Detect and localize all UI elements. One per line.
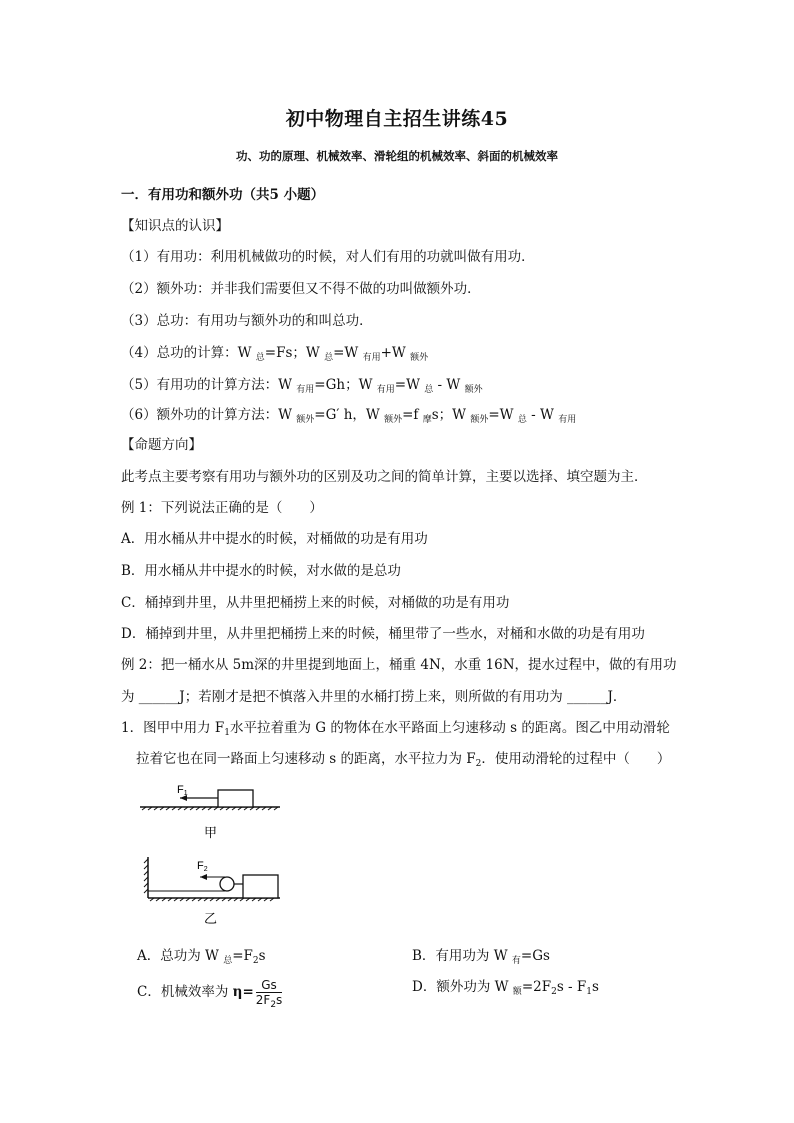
force-label: F1 xyxy=(177,784,188,797)
question-1-option-b: B．有用功为 W $_有$=Gs xyxy=(412,948,550,966)
question-1-option-c: C．机械效率为 η= $\frac{Gs}{2F_2s}$ xyxy=(137,978,283,1010)
page-title: 初中物理自主招生讲练45 xyxy=(285,108,509,130)
arrow-head xyxy=(200,874,207,880)
section-heading: 一．有用功和额外功（共5 小题） xyxy=(121,187,325,203)
example-1-option-d: D．桶掉到井里，从井里把桶捞上来的时候，桶里带了一些水，对桶和水做的功是有用功 xyxy=(121,626,645,642)
knowledge-header: 【知识点的认识】 xyxy=(121,218,229,234)
knowledge-item-2: （2）额外功：并非我们需要但又不得不做的功叫做额外功． xyxy=(121,281,481,297)
example-2-line-1: 例 2：把一桶水从 5m深的井里提到地面上，桶重 4N，水重 16N，提水过程中，做的有用功 xyxy=(121,657,677,673)
knowledge-item-1: （1）有用功：利用机械做功的时候，对人们有用的功就叫做有用功． xyxy=(121,249,535,265)
pulley xyxy=(220,877,234,891)
example-2-line-2: 为 ______J；若刚才是把不慎落入井里的水桶打捞上来，则所做的有用功为 ______J． xyxy=(121,689,627,705)
page-subtitle: 功、功的原理、机械效率、滑轮组的机械效率、斜面的机械效率 xyxy=(236,149,558,163)
knowledge-item-3: （3）总功：有用功与额外功的和叫总功． xyxy=(121,313,373,329)
diagram-jia xyxy=(140,782,300,842)
example-1-option-a: A．用水桶从井中提水的时候，对桶做的功是有用功 xyxy=(121,531,428,547)
question-1-option-a: A．总功为 W $_总=F_2s$ xyxy=(137,948,266,966)
question-1-option-d: D．额外功为 W $_额=2F_2s - F_1s$ xyxy=(412,979,599,997)
block xyxy=(243,875,278,898)
direction-text: 此考点主要考察有用功与额外功的区别及功之间的简单计算，主要以选择、填空题为主． xyxy=(121,469,648,485)
knowledge-item-6: （6）额外功的计算方法：W $_{额外}$=G′ h，W $_{额外}$=f $_摩$s；W $_{额外}$=W $_总$ - W $_{有用}$ xyxy=(121,407,577,425)
knowledge-item-5: （5）有用功的计算方法：W $_{有用}$=Gh；W $_{有用}$=W $_总$ - W $_{额外}$ xyxy=(121,377,483,395)
example-1-question: 例 1：下列说法正确的是（ ） xyxy=(121,500,323,516)
direction-header: 【命题方向】 xyxy=(121,437,202,453)
diagram-caption: 甲 xyxy=(204,826,218,841)
knowledge-item-4: （4）总功的计算：W $_总$=Fs；W $_总$=W $_{有用}$+W $_{额外}$ xyxy=(121,345,429,363)
example-1-option-c: C．桶掉到井里，从井里把桶捞上来的时候，对桶做的功是有用功 xyxy=(121,595,510,611)
force-label: F2 xyxy=(197,860,208,873)
efficiency-fraction: $\frac{Gs}{2F_2s}$ xyxy=(255,978,283,1010)
block xyxy=(218,790,253,807)
example-1-option-b: B．用水桶从井中提水的时候，对水做的是总功 xyxy=(121,563,401,579)
question-1-line-1: 1．图甲中用力 $F_1$水平拉着重为 G 的物体在水平路面上匀速移动 s 的距离。图乙中用动滑轮 xyxy=(121,720,670,738)
diagram-caption: 乙 xyxy=(204,912,218,925)
question-1-line-2: 拉着它也在同一路面上匀速移动 s 的距离，水平拉力为 $F_2$．使用动滑轮的过程中（ ） xyxy=(136,751,671,769)
diagram-yi xyxy=(140,855,300,925)
